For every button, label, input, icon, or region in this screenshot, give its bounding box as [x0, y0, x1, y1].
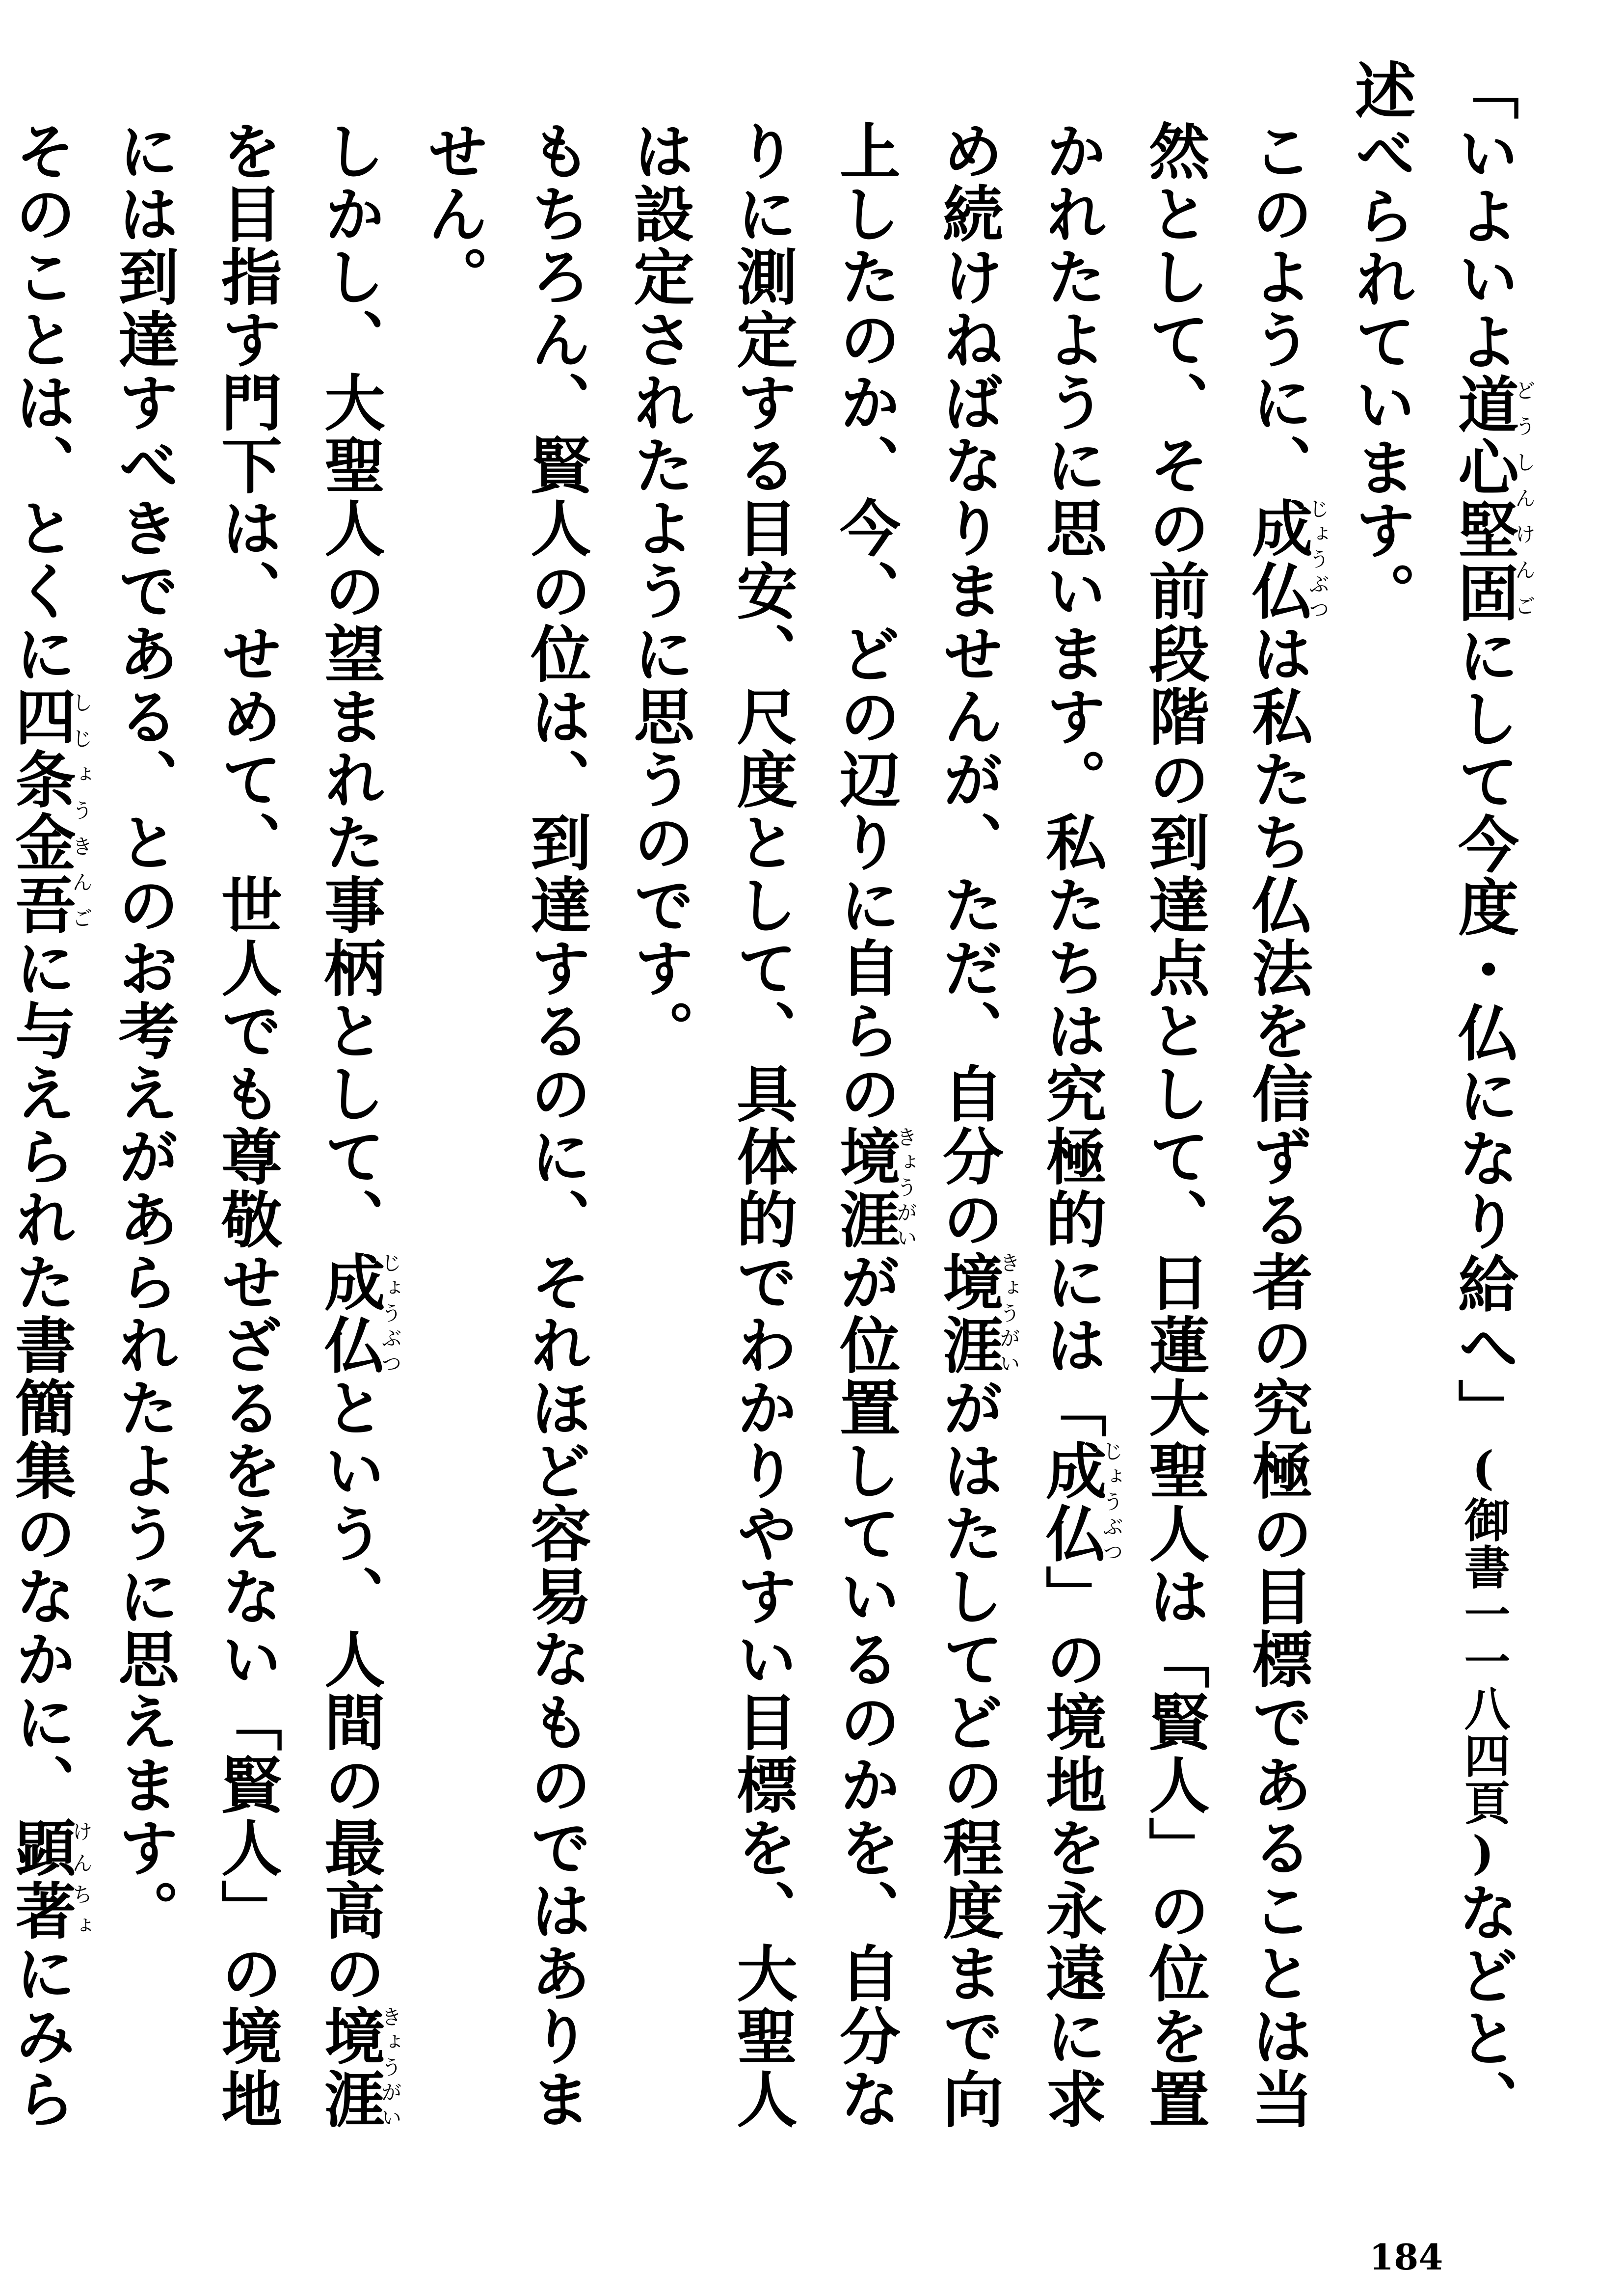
ruby-base: 顕著: [5, 1816, 76, 1942]
text-run: 」の境地を永遠に求め続けねばなりませんが、ただ、自分の: [932, 120, 1107, 2131]
ruby-word: [5, 685, 93, 937]
ruby-reading: じょうぶつ: [1306, 497, 1330, 622]
vertical-text-body: [5, 59, 1536, 2160]
text-run: そのことは、とくに: [5, 120, 76, 685]
ruby-word: [932, 1251, 1021, 1377]
text-run: もちろん、賢人の位は、到達するのに、それほど容易なものではありません。: [417, 120, 591, 2131]
ruby-reading: どうしんけんご: [1512, 373, 1536, 624]
ruby-base: 境涯: [932, 1251, 1004, 1377]
ruby-base: 成仏: [314, 1251, 385, 1377]
ruby-word: [1036, 1439, 1124, 1565]
paragraph-body: [607, 120, 1329, 2160]
ruby-reading: きょうがい: [894, 1125, 918, 1251]
ruby-reading: きょうがい: [997, 1251, 1021, 1377]
paragraph-quote: [1329, 59, 1535, 2160]
text-run: がはたしてどの程度まで向上したのか、今、どの辺りに自らの: [829, 120, 1004, 2131]
text-run: 「いよいよ: [1448, 59, 1519, 373]
text-run: は私たち仏法を信ずる者の究極の目標であることは当然として、その前段階の到達点として、日蓮大聖人は「賢人」の位を置かれたように思います。私たちは究極的には「: [1036, 120, 1313, 2131]
ruby-reading: きょうがい: [378, 2005, 402, 2131]
ruby-word: [829, 1125, 918, 1251]
text-run: が位置しているのかを、自分なりに測定する目安、尺度として、具体的でわかりやすい目標を、大聖人は設定されたように思うのです。: [623, 120, 901, 2131]
paragraph-body: [92, 120, 401, 2160]
ruby-word: [1448, 373, 1536, 624]
ruby-reading: じょうぶつ: [1100, 1439, 1124, 1565]
text-run: しかし、大聖人の望まれた事柄として、: [314, 120, 385, 1251]
page-number: 184: [1369, 2236, 1443, 2278]
ruby-word: [314, 2005, 402, 2131]
ruby-base: 四条金吾: [5, 685, 76, 937]
paragraph-body: [401, 120, 607, 2160]
paragraph-body: [0, 120, 92, 2160]
ruby-reading: じょうぶつ: [378, 1251, 402, 1377]
text-run: などと、述べられています。: [1345, 59, 1519, 2133]
ruby-base: 境涯: [314, 2005, 385, 2131]
text-run: このように、: [1242, 120, 1313, 497]
text-run: にみら: [5, 1942, 76, 2131]
text-run: という、人間の最高の: [314, 1377, 385, 2005]
ruby-reading: けんちょ: [69, 1816, 93, 1942]
ruby-word: [5, 1816, 93, 1942]
ruby-base: 成仏: [1036, 1439, 1107, 1565]
text-run: にして今度・仏になり給へ」: [1448, 624, 1519, 1441]
ruby-base: 成仏: [1242, 497, 1313, 622]
ruby-base: 境涯: [829, 1125, 901, 1251]
ruby-word: [314, 1251, 402, 1377]
text-run: に与えられた書簡集のなかに、: [5, 937, 76, 1816]
reference-note: (御書一一八四頁): [1456, 1441, 1510, 1881]
text-run: を目指す門下は、せめて、世人でも尊敬せざるをえない「賢人」の境地には到達すべきである、とのお考えがあられたように思えます。: [108, 120, 282, 2131]
ruby-word: [1242, 497, 1330, 622]
ruby-base: 道心堅固: [1448, 373, 1519, 624]
ruby-reading: しじょうきんご: [69, 685, 93, 937]
